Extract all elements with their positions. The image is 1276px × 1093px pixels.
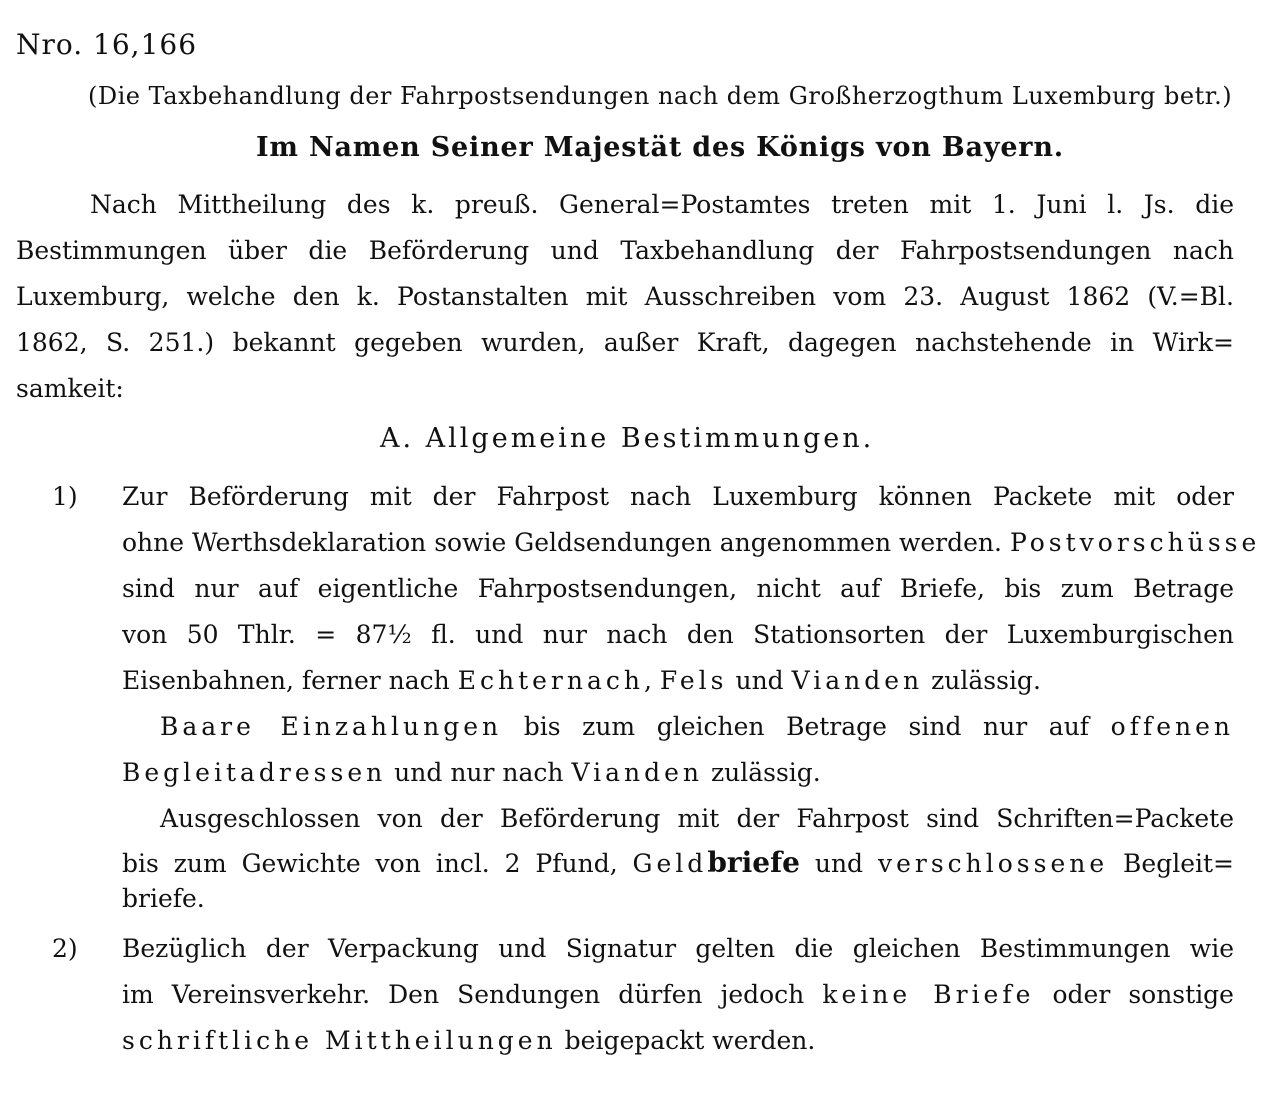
geld-emphasis: Geld: [632, 849, 708, 878]
item-1-sub-1-line-2-end: zulässig.: [710, 758, 821, 787]
no-letters-emphasis: keine Briefe: [822, 980, 1035, 1009]
item-1-line-1: Zur Beförderung mit der Fahrpost nach Luxemburg können Packete mit oder: [122, 482, 1234, 511]
decree-heading: Im Namen Seiner Majestät des Königs von Bayern.: [256, 132, 1064, 163]
intro-line-5: samkeit:: [16, 374, 124, 403]
item-2-line-3-end: beigepackt werden.: [564, 1026, 816, 1055]
place-fels: Fels: [659, 666, 728, 695]
item-1-sub-1-line-1: [160, 712, 1234, 741]
address-emphasis: Begleitadressen: [122, 758, 387, 787]
intro-line-2: Bestimmungen über die Beförderung und Taxbehandlung der Fahrpostsendungen nach: [16, 236, 1234, 265]
briefe-bold: briefe: [707, 846, 800, 879]
item-2-number: 2): [52, 934, 78, 963]
intro-line-3: Luxemburg, welche den k. Postanstalten mit Ausschreiben vom 23. August 1862 (V.=Bl.: [16, 282, 1234, 311]
item-1-sub-1-line-2: [122, 758, 821, 787]
written-notes-emphasis: schriftliche Mittheilungen: [122, 1026, 557, 1055]
item-1-line-5-and: und: [735, 666, 784, 695]
item-1-line-3: sind nur auf eigentliche Fahrpostsendungen, nicht auf Briefe, bis zum Betrage: [122, 574, 1234, 603]
item-2-line-2-end: oder sonstige: [1052, 980, 1234, 1009]
item-2-line-2-text: im Vereinsverkehr. Den Sendungen dürfen jedoch: [122, 980, 805, 1009]
item-1-sub-2-line-2-and: und: [814, 849, 864, 878]
document-number: Nro. 16,166: [16, 28, 198, 61]
item-1-line-2-emphasis: Postvorschüsse: [1009, 528, 1261, 557]
item-1-sub-2-line-2-end: Begleit=: [1123, 849, 1234, 878]
item-1-sub-2-line-2-text: bis zum Gewichte von incl. 2 Pfund,: [122, 849, 618, 878]
item-1-line-5-text: Eisenbahnen, ferner nach: [122, 666, 450, 695]
item-1-sub-1-text: bis zum gleichen Betrage sind nur auf: [523, 712, 1090, 741]
intro-line-4: 1862, S. 251.) bekannt gegeben wurden, außer Kraft, dagegen nachstehende in Wirk=: [16, 328, 1234, 357]
item-1-number: 1): [52, 482, 78, 511]
place-echternach: Echternach: [457, 666, 644, 695]
open-emphasis: offenen: [1110, 712, 1235, 741]
section-heading: A. Allgemeine Bestimmungen.: [380, 423, 875, 454]
item-1-line-5-end: zulässig.: [931, 666, 1041, 695]
cash-payments-emphasis: Baare Einzahlungen: [160, 712, 503, 741]
item-1-sub-2-line-1: Ausgeschlossen von der Beförderung mit der Fahrpost sind Schriften=Packete: [160, 804, 1234, 833]
place-vianden-2: Vianden: [571, 758, 704, 787]
item-2-line-3: [122, 1026, 815, 1055]
item-1-sub-2-line-2: [122, 846, 1234, 879]
intro-line-1: Nach Mittheilung des k. preuß. General=Postamtes treten mit 1. Juni l. Js. die: [90, 190, 1234, 219]
item-2-line-1: Bezüglich der Verpackung und Signatur gelten die gleichen Bestimmungen wie: [122, 934, 1234, 963]
place-vianden: Vianden: [791, 666, 924, 695]
item-1-line-5-comma: ,: [644, 666, 652, 695]
item-1-sub-1-line-2-text: und nur nach: [394, 758, 564, 787]
item-2-line-2: [122, 980, 1234, 1009]
document-subject: (Die Taxbehandlung der Fahrpostsendungen nach dem Großherzogthum Luxemburg betr.): [88, 82, 1233, 110]
item-1-line-5: [122, 666, 1041, 695]
sealed-emphasis: verschlossene: [877, 849, 1109, 878]
item-1-line-2: [122, 528, 1261, 557]
item-1-line-4: von 50 Thlr. = 87½ fl. und nur nach den Stationsorten der Luxemburgischen: [122, 620, 1234, 649]
item-1-line-2-text: ohne Werthsdeklaration sowie Geldsendungen angenommen werden.: [122, 528, 1002, 557]
item-1-sub-2-line-3: briefe.: [122, 884, 205, 913]
